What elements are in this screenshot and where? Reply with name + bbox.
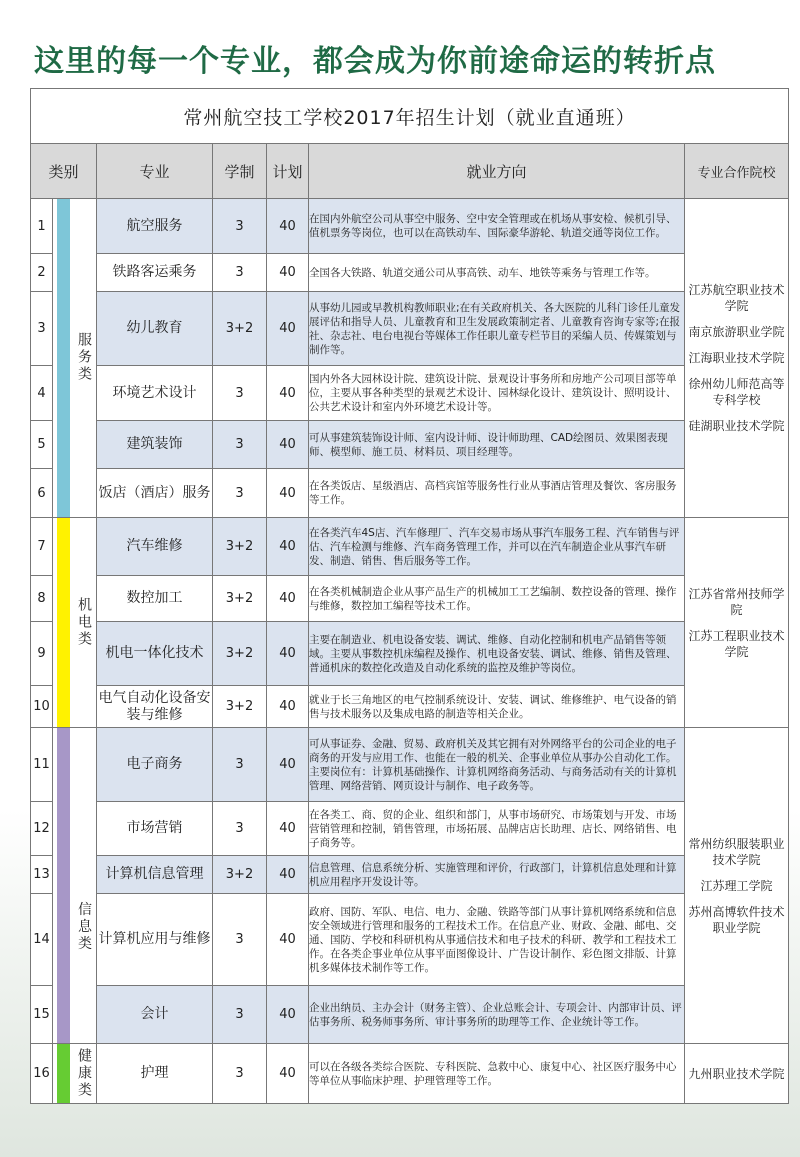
years-value: 3: [213, 254, 267, 292]
major-name: 航空服务: [97, 199, 213, 254]
partner-school: 常州纺织服装职业技术学院: [688, 836, 785, 867]
direction-text: 从事幼儿园或早教机构教师职业;在有关政府机关、各大医院的儿科门诊任儿童发展评估和指导人员、儿童教育和卫生发展政策制定者、儿童教育咨询专家等;在报社、杂志社、电台电视台等媒体工作任职儿童专栏节目的采编人员、传媒策划与制作等。: [309, 292, 685, 366]
category-color-bar: [57, 199, 70, 517]
row-number: 6: [31, 469, 53, 518]
row-number: 14: [31, 894, 53, 986]
years-value: 3: [213, 199, 267, 254]
years-value: 3+2: [213, 622, 267, 686]
table-title: 常州航空技工学校2017年招生计划（就业直通班）: [31, 89, 789, 144]
major-name: 电气自动化设备安装与维修: [97, 686, 213, 728]
row-number: 9: [31, 622, 53, 686]
years-value: 3: [213, 421, 267, 469]
partner-group-1: [685, 199, 789, 518]
row-number: 2: [31, 254, 53, 292]
years-value: 3+2: [213, 292, 267, 366]
direction-text: 企业出纳员、主办会计（财务主管）、企业总账会计、专项会计、内部审计员、评估事务所、税务师事务所、审计事务所的助理等工作、企业统计等工作。: [309, 986, 685, 1044]
plan-value: 40: [267, 728, 309, 802]
major-name: 机电一体化技术: [97, 622, 213, 686]
major-name: 数控加工: [97, 576, 213, 622]
table-row: [31, 1044, 789, 1104]
years-value: 3: [213, 728, 267, 802]
row-number: 7: [31, 518, 53, 576]
table-row: [31, 728, 789, 802]
major-name: 市场营销: [97, 802, 213, 856]
table-row: [31, 421, 789, 469]
plan-value: 40: [267, 292, 309, 366]
category-service: [53, 199, 97, 518]
plan-value: 40: [267, 856, 309, 894]
major-name: 铁路客运乘务: [97, 254, 213, 292]
plan-value: 40: [267, 199, 309, 254]
direction-text: 就业于长三角地区的电气控制系统设计、安装、调试、维修维护、电气设备的销售与技术服务以及集成电路的制造等相关企业。: [309, 686, 685, 728]
partner-school: 徐州幼儿师范高等专科学校: [688, 377, 785, 407]
table-row: [31, 292, 789, 366]
years-value: 3: [213, 1044, 267, 1104]
partner-school: 江苏航空职业技术学院: [688, 283, 785, 313]
row-number: 11: [31, 728, 53, 802]
partner-group-4: [685, 1044, 789, 1104]
row-number: 13: [31, 856, 53, 894]
table-row: [31, 986, 789, 1044]
category-health: [53, 1044, 97, 1104]
table-header-row: [31, 144, 789, 199]
partner-school: 江苏理工学院: [700, 878, 773, 893]
plan-value: 40: [267, 576, 309, 622]
header-major: 专业: [97, 144, 213, 199]
years-value: 3+2: [213, 856, 267, 894]
years-value: 3: [213, 802, 267, 856]
category-info: [53, 728, 97, 1044]
table-row: [31, 686, 789, 728]
plan-value: 40: [267, 366, 309, 421]
table-row: [31, 576, 789, 622]
plan-value: 40: [267, 686, 309, 728]
row-number: 4: [31, 366, 53, 421]
direction-text: 信息管理、信息系统分析、实施管理和评价，行政部门，计算机信息处理和计算机应用程序开发设计等。: [309, 856, 685, 894]
table-row: [31, 856, 789, 894]
direction-text: 在各类饭店、星级酒店、高档宾馆等服务性行业从事酒店管理及餐饮、客房服务等工作。: [309, 469, 685, 518]
years-value: 3+2: [213, 518, 267, 576]
category-label: 信息类: [78, 902, 92, 952]
direction-text: 政府、国防、军队、电信、电力、金融、铁路等部门从事计算机网络系统和信息安全领域进行管理和服务的工程技术工作。在信息产业、财政、金融、邮电、交通、国防、学校和科研机构从事通信技术和电子技术的科研、教学和工程技术工作。在各类企事业单位从事平面图像设计、广告设计制作、彩色图文排版、计算机多媒体技术制作等工作。: [309, 894, 685, 986]
plan-value: 40: [267, 1044, 309, 1104]
header-plan: 计划: [267, 144, 309, 199]
table-row: [31, 199, 789, 254]
row-number: 1: [31, 199, 53, 254]
partner-school: 苏州高博软件技术职业学院: [688, 904, 785, 935]
direction-text: 可从事证券、金融、贸易、政府机关及其它拥有对外网络平台的公司企业的电子商务的开发与应用工作、也能在一般的机关、企事业单位从事办公自动化工作。主要岗位有：计算机基础操作、计算机网络商务活动、与商务活动有关的计算机管理、网络营销、网页设计与制作、电子政务等。: [309, 728, 685, 802]
direction-text: 主要在制造业、机电设备安装、调试、维修、自动化控制和机电产品销售等领域。主要从事数控机床编程及操作、机电设备安装、调试、维修、销售及管理、普通机床的数控化改造及自动化系统的监控及维护等岗位。: [309, 622, 685, 686]
major-name: 汽车维修: [97, 518, 213, 576]
direction-text: 在各类汽车4S店、汽车修理厂、汽车交易市场从事汽车服务工程、汽车销售与评估、汽车检测与维修、汽车商务管理工作，并可以在汽车制造企业从事汽车研发、制造、销售、售后服务等工作。: [309, 518, 685, 576]
major-name: 建筑装饰: [97, 421, 213, 469]
row-number: 5: [31, 421, 53, 469]
row-number: 12: [31, 802, 53, 856]
row-number: 8: [31, 576, 53, 622]
direction-text: 国内外各大园林设计院、建筑设计院、景观设计事务所和房地产公司项目部等单位，主要从事各种类型的景观艺术设计、园林绿化设计、建筑设计、照明设计、公共艺术设计和室内外环境艺术设计等。: [309, 366, 685, 421]
years-value: 3: [213, 894, 267, 986]
row-number: 3: [31, 292, 53, 366]
plan-value: 40: [267, 421, 309, 469]
plan-value: 40: [267, 254, 309, 292]
major-name: 电子商务: [97, 728, 213, 802]
row-number: 16: [31, 1044, 53, 1104]
category-color-bar: [57, 518, 70, 727]
category-label: 机电类: [78, 597, 92, 647]
partner-school: 硅湖职业技术学院: [688, 419, 785, 433]
direction-text: 可从事建筑装饰设计师、室内设计师、设计师助理、CAD绘图员、效果图表现师、模型师、施工员、材料员、项目经理等。: [309, 421, 685, 469]
category-mechatronics: [53, 518, 97, 728]
page-headline: 这里的每一个专业，都会成为你前途命运的转折点: [34, 44, 716, 79]
major-name: 幼儿教育: [97, 292, 213, 366]
major-name: 环境艺术设计: [97, 366, 213, 421]
partner-school: 江苏省常州技师学院: [688, 586, 785, 617]
table-row: [31, 622, 789, 686]
header-direction: 就业方向: [309, 144, 685, 199]
plan-value: 40: [267, 518, 309, 576]
table-row: [31, 254, 789, 292]
header-category: 类别: [31, 144, 97, 199]
table-row: [31, 518, 789, 576]
partner-group-2: [685, 518, 789, 728]
partner-school: 江海职业技术学院: [688, 351, 785, 365]
enrollment-plan-table: [30, 88, 789, 1104]
major-name: 会计: [97, 986, 213, 1044]
table-row: [31, 894, 789, 986]
direction-text: 可以在各级各类综合医院、专科医院、急救中心、康复中心、社区医疗服务中心等单位从事临床护理、护理管理等工作。: [309, 1044, 685, 1104]
plan-value: 40: [267, 802, 309, 856]
direction-text: 在各类工、商、贸的企业、组织和部门，从事市场研究、市场策划与开发、市场营销管理和控制，销售管理，市场拓展、品牌店店长助理、店长、网络销售、电子商务等。: [309, 802, 685, 856]
major-name: 计算机应用与维修: [97, 894, 213, 986]
years-value: 3: [213, 469, 267, 518]
direction-text: 在各类机械制造企业从事产品生产的机械加工工艺编制、数控设备的管理、操作与维修，数控加工编程等技术工作。: [309, 576, 685, 622]
partner-school: 江苏工程职业技术学院: [688, 628, 785, 659]
plan-value: 40: [267, 894, 309, 986]
partner-group-3: [685, 728, 789, 1044]
category-label: 健康类: [78, 1048, 92, 1098]
plan-value: 40: [267, 469, 309, 518]
years-value: 3+2: [213, 686, 267, 728]
table-row: [31, 469, 789, 518]
years-value: 3: [213, 986, 267, 1044]
header-partner: 专业合作院校: [685, 144, 789, 199]
major-name: 护理: [97, 1044, 213, 1104]
partner-school: 九州职业技术学院: [688, 1066, 785, 1081]
category-label: 服务类: [78, 332, 92, 383]
years-value: 3+2: [213, 576, 267, 622]
partner-school: 南京旅游职业学院: [688, 325, 785, 339]
header-years: 学制: [213, 144, 267, 199]
plan-value: 40: [267, 622, 309, 686]
category-color-bar: [57, 1044, 70, 1103]
row-number: 10: [31, 686, 53, 728]
table-row: [31, 802, 789, 856]
category-color-bar: [57, 728, 70, 1043]
direction-text: 全国各大铁路、轨道交通公司从事高铁、动车、地铁等乘务与管理工作等。: [309, 254, 685, 292]
table-row: [31, 366, 789, 421]
direction-text: 在国内外航空公司从事空中服务、空中安全管理或在机场从事安检、候机引导、值机票务等岗位，也可以在高铁动车、国际豪华游轮、轨道交通等岗位工作。: [309, 199, 685, 254]
years-value: 3: [213, 366, 267, 421]
major-name: 计算机信息管理: [97, 856, 213, 894]
major-name: 饭店（酒店）服务: [97, 469, 213, 518]
row-number: 15: [31, 986, 53, 1044]
plan-value: 40: [267, 986, 309, 1044]
